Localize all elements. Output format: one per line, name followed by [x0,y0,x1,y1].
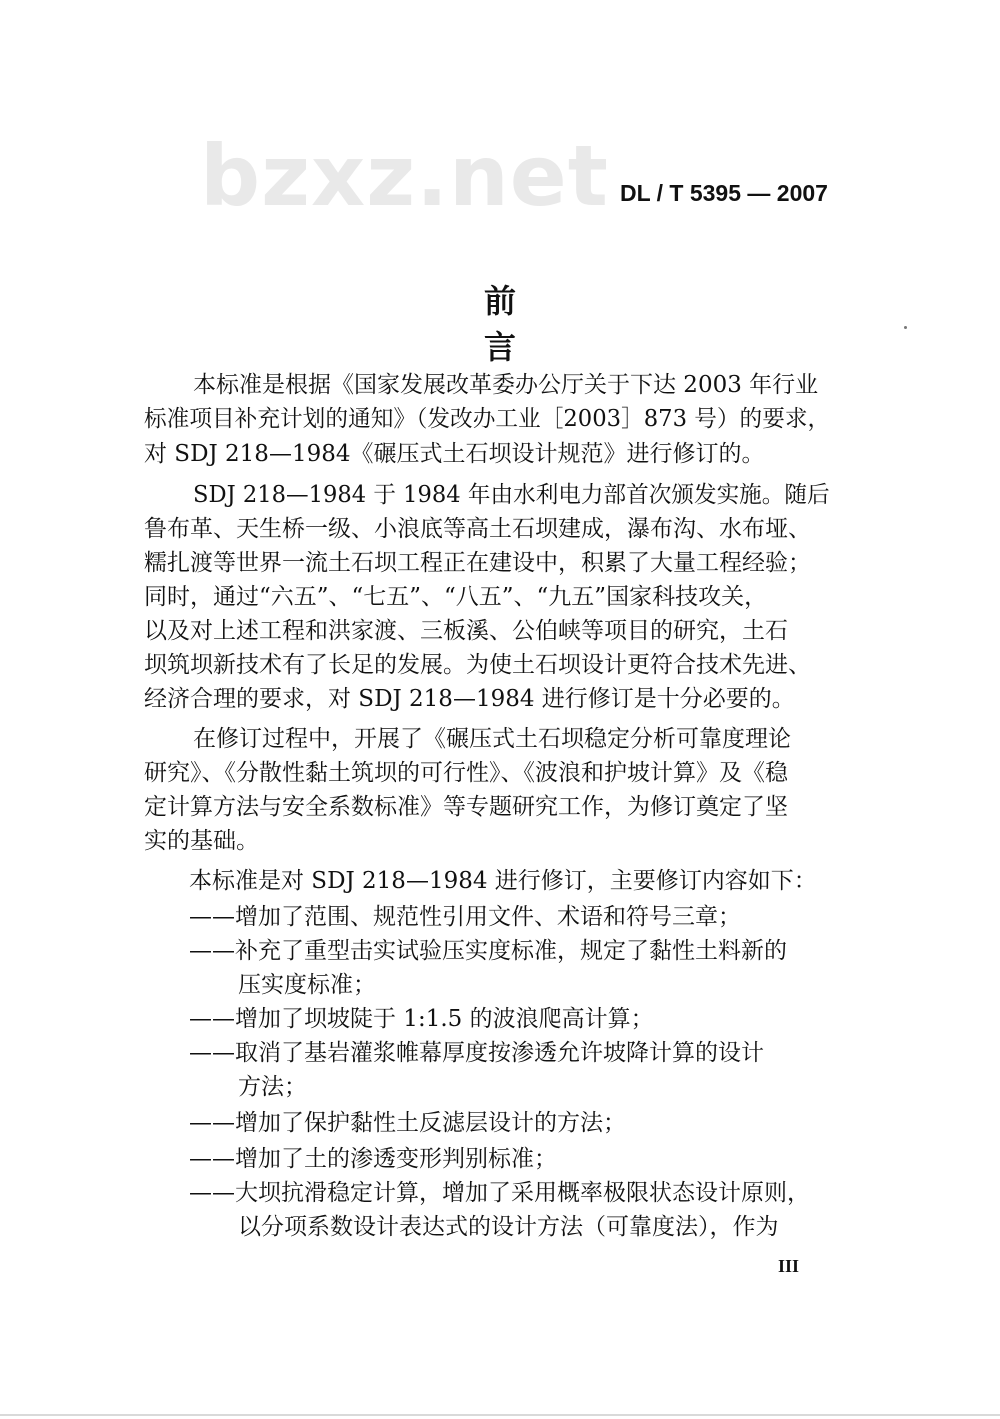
standard-code: DL / T 5395 — 2007 [620,180,828,206]
text-line: 方法； [238,1074,307,1100]
text-line: ——取消了基岩灌浆帷幕厚度按渗透允许坡降计算的设计 [189,1040,764,1066]
scan-speck [904,326,907,329]
text-line: 定计算方法与安全系数标准》等专题研究工作，为修订奠定了坚 [144,794,788,820]
text-line: ——增加了保护黏性土反滤层设计的方法； [189,1110,626,1136]
text-line: 糯扎渡等世界一流土石坝工程正在建设中，积累了大量工程经验； [144,550,811,576]
text-line: ——增加了坝坡陡于 1:1.5 的波浪爬高计算； [189,1006,654,1032]
text-line: 以及对上述工程和洪家渡、三板溪、公伯峡等项目的研究，土石 [144,618,788,644]
text-line: 本标准是对 SDJ 218—1984 进行修订，主要修订内容如下： [189,868,817,894]
text-line: 经济合理的要求，对 SDJ 218—1984 进行修订是十分必要的。 [144,686,795,712]
page-title: 前言 [483,282,572,366]
text-line: 标准项目补充计划的通知》（发改办工业［2003］873 号）的要求， [144,406,831,432]
text-line: 在修订过程中，开展了《碾压式土石坝稳定分析可靠度理论 [193,726,791,752]
text-line: ——增加了范围、规范性引用文件、术语和符号三章； [189,904,741,930]
text-line: ——增加了土的渗透变形判别标准； [189,1146,557,1172]
text-line: 本标准是根据《国家发展改革委办公厅关于下达 2003 年行业 [193,372,819,398]
text-line: 鲁布革、天生桥一级、小浪底等高土石坝建成，瀑布沟、水布垭、 [144,516,811,542]
page-number: III [778,1256,800,1276]
text-line: 坝筑坝新技术有了长足的发展。为使土石坝设计更符合技术先进、 [144,652,811,678]
text-line: ——补充了重型击实试验压实度标准，规定了黏性土料新的 [189,938,787,964]
text-line: 研究》、《分散性黏土筑坝的可行性》、《波浪和护坡计算》及《稳 [144,760,788,786]
text-line: SDJ 218—1984 于 1984 年由水利电力部首次颁发实施。随后 [193,482,830,508]
text-line: 压实度标准； [238,972,376,998]
text-line: 以分项系数设计表达式的设计方法（可靠度法），作为 [238,1214,779,1240]
page-edge [0,1414,1000,1416]
text-line: ——大坝抗滑稳定计算，增加了采用概率极限状态设计原则， [189,1180,810,1206]
text-line: 同时，通过“六五”、“七五”、“八五”、“九五”国家科技攻关， [144,584,768,610]
text-line: 实的基础。 [144,828,259,854]
watermark: bzxz.net [200,127,609,225]
text-line: 对 SDJ 218—1984《碾压式土石坝设计规范》进行修订的。 [144,441,765,467]
